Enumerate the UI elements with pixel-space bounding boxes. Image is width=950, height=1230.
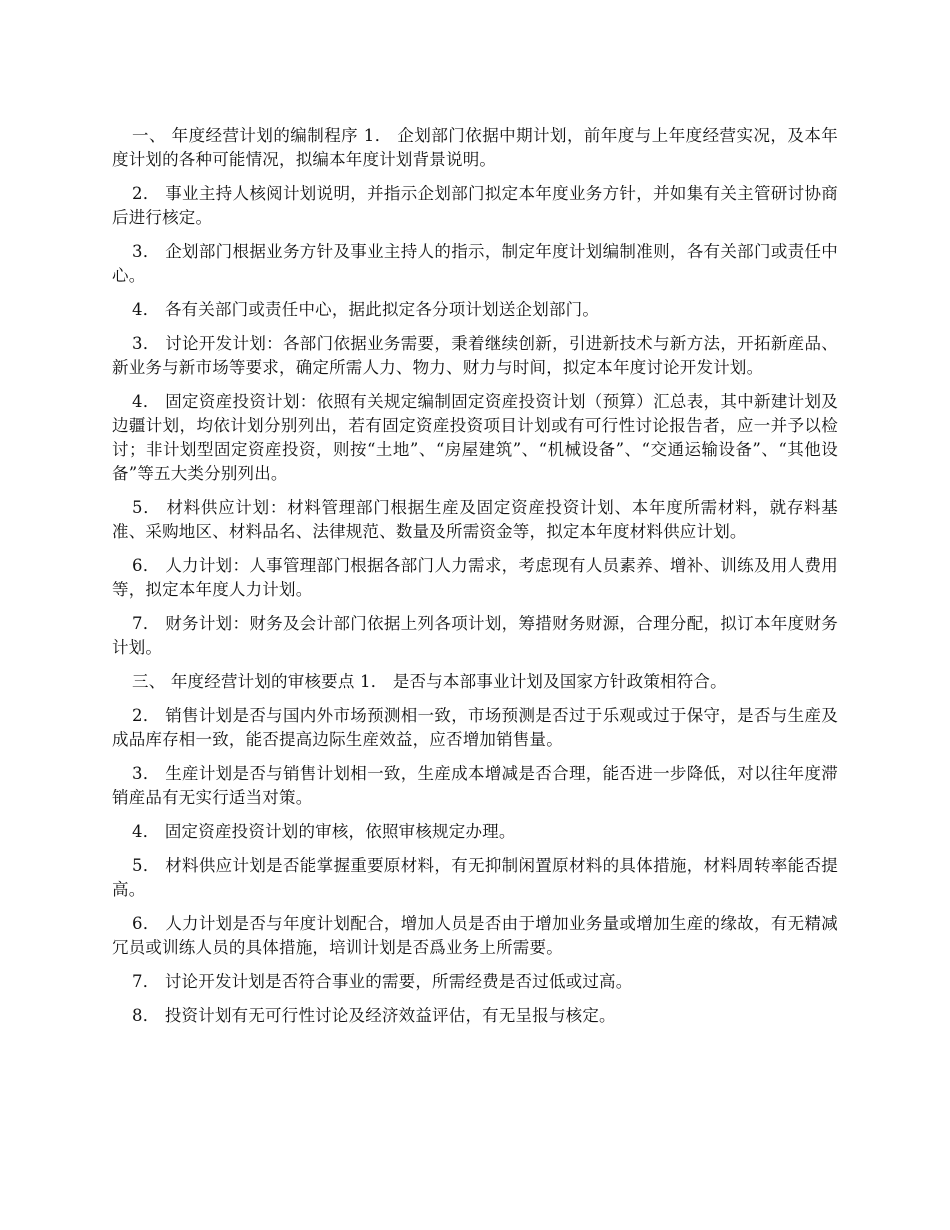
document-body xyxy=(112,124,838,1028)
paragraph: 2． 事业主持人核阅计划说明，并指示企划部门拟定本年度业务方针，并如集有关主管研讨协商后进行核定。 xyxy=(112,184,838,227)
paragraph: 3． 生産计划是否与销售计划相一致，生産成本增减是否合理，能否进一步降低，对以往年度滞销産品有无实行适当对策。 xyxy=(112,764,838,807)
paragraph: 5． 材料供应计划是否能掌握重要原材料，有无抑制闲置原材料的具体措施，材料周转率能否提高。 xyxy=(112,856,838,899)
paragraph: 4． 固定资産投资计划：依照有关规定编制固定资産投资计划（预算）汇总表，其中新建计划及边疆计划，均依计划分别列出，若有固定资産投资项目计划或有可行性讨论报告者，应一并予以检讨；非计划型固定资産投资，则按“土地”、“房屋建筑”、“机械设备”、“交通运输设备”、“其他设备”等五大类分别列出。 xyxy=(112,392,838,483)
paragraph: 6． 人力计划是否与年度计划配合，增加人员是否由于增加业务量或增加生産的缘故，有无精减冗员或训练人员的具体措施，培训计划是否爲业务上所需要。 xyxy=(112,914,838,957)
paragraph: 一、 年度经营计划的编制程序 1． 企划部门依据中期计划，前年度与上年度经营实况，及本年度计划的各种可能情况，拟编本年度计划背景说明。 xyxy=(112,126,838,169)
paragraph: 8． 投资计划有无可行性讨论及经济效益评估，有无呈报与核定。 xyxy=(132,1006,616,1025)
paragraph: 2． 销售计划是否与国内外市场预测相一致，市场预测是否过于乐观或过于保守，是否与生産及成品库存相一致，能否提高边际生産效益，应否增加销售量。 xyxy=(112,706,838,749)
paragraph: 3． 讨论开发计划：各部门依据业务需要，秉着继续创新，引进新技术与新方法，开拓新産品、新业务与新市场等要求，确定所需人力、物力、财力与时间，拟定本年度讨论开发计划。 xyxy=(112,334,838,377)
paragraph: 4． 固定资産投资计划的审核，依照审核规定办理。 xyxy=(132,822,516,841)
paragraph: 5． 材料供应计划：材料管理部门根据生産及固定资産投资计划、本年度所需材料，就存料基准、采购地区、材料品名、法律规范、数量及所需资金等，拟定本年度材料供应计划。 xyxy=(112,498,838,541)
paragraph: 三、 年度经营计划的审核要点 1． 是否与本部事业计划及国家方针政策相符合。 xyxy=(132,672,727,691)
paragraph: 7． 财务计划：财务及会计部门依据上列各项计划，筹措财务财源，合理分配，拟订本年度财务计划。 xyxy=(112,614,838,657)
paragraph: 3． 企划部门根据业务方针及事业主持人的指示，制定年度计划编制准则，各有关部门或责任中心。 xyxy=(112,242,838,285)
paragraph: 7． 讨论开发计划是否符合事业的需要，所需经费是否过低或过高。 xyxy=(132,972,633,991)
paragraph: 4． 各有关部门或责任中心，据此拟定各分项计划送企划部门。 xyxy=(132,300,600,319)
paragraph: 6． 人力计划：人事管理部门根据各部门人力需求，考虑现有人员素养、增补、训练及用人费用等，拟定本年度人力计划。 xyxy=(112,556,838,599)
